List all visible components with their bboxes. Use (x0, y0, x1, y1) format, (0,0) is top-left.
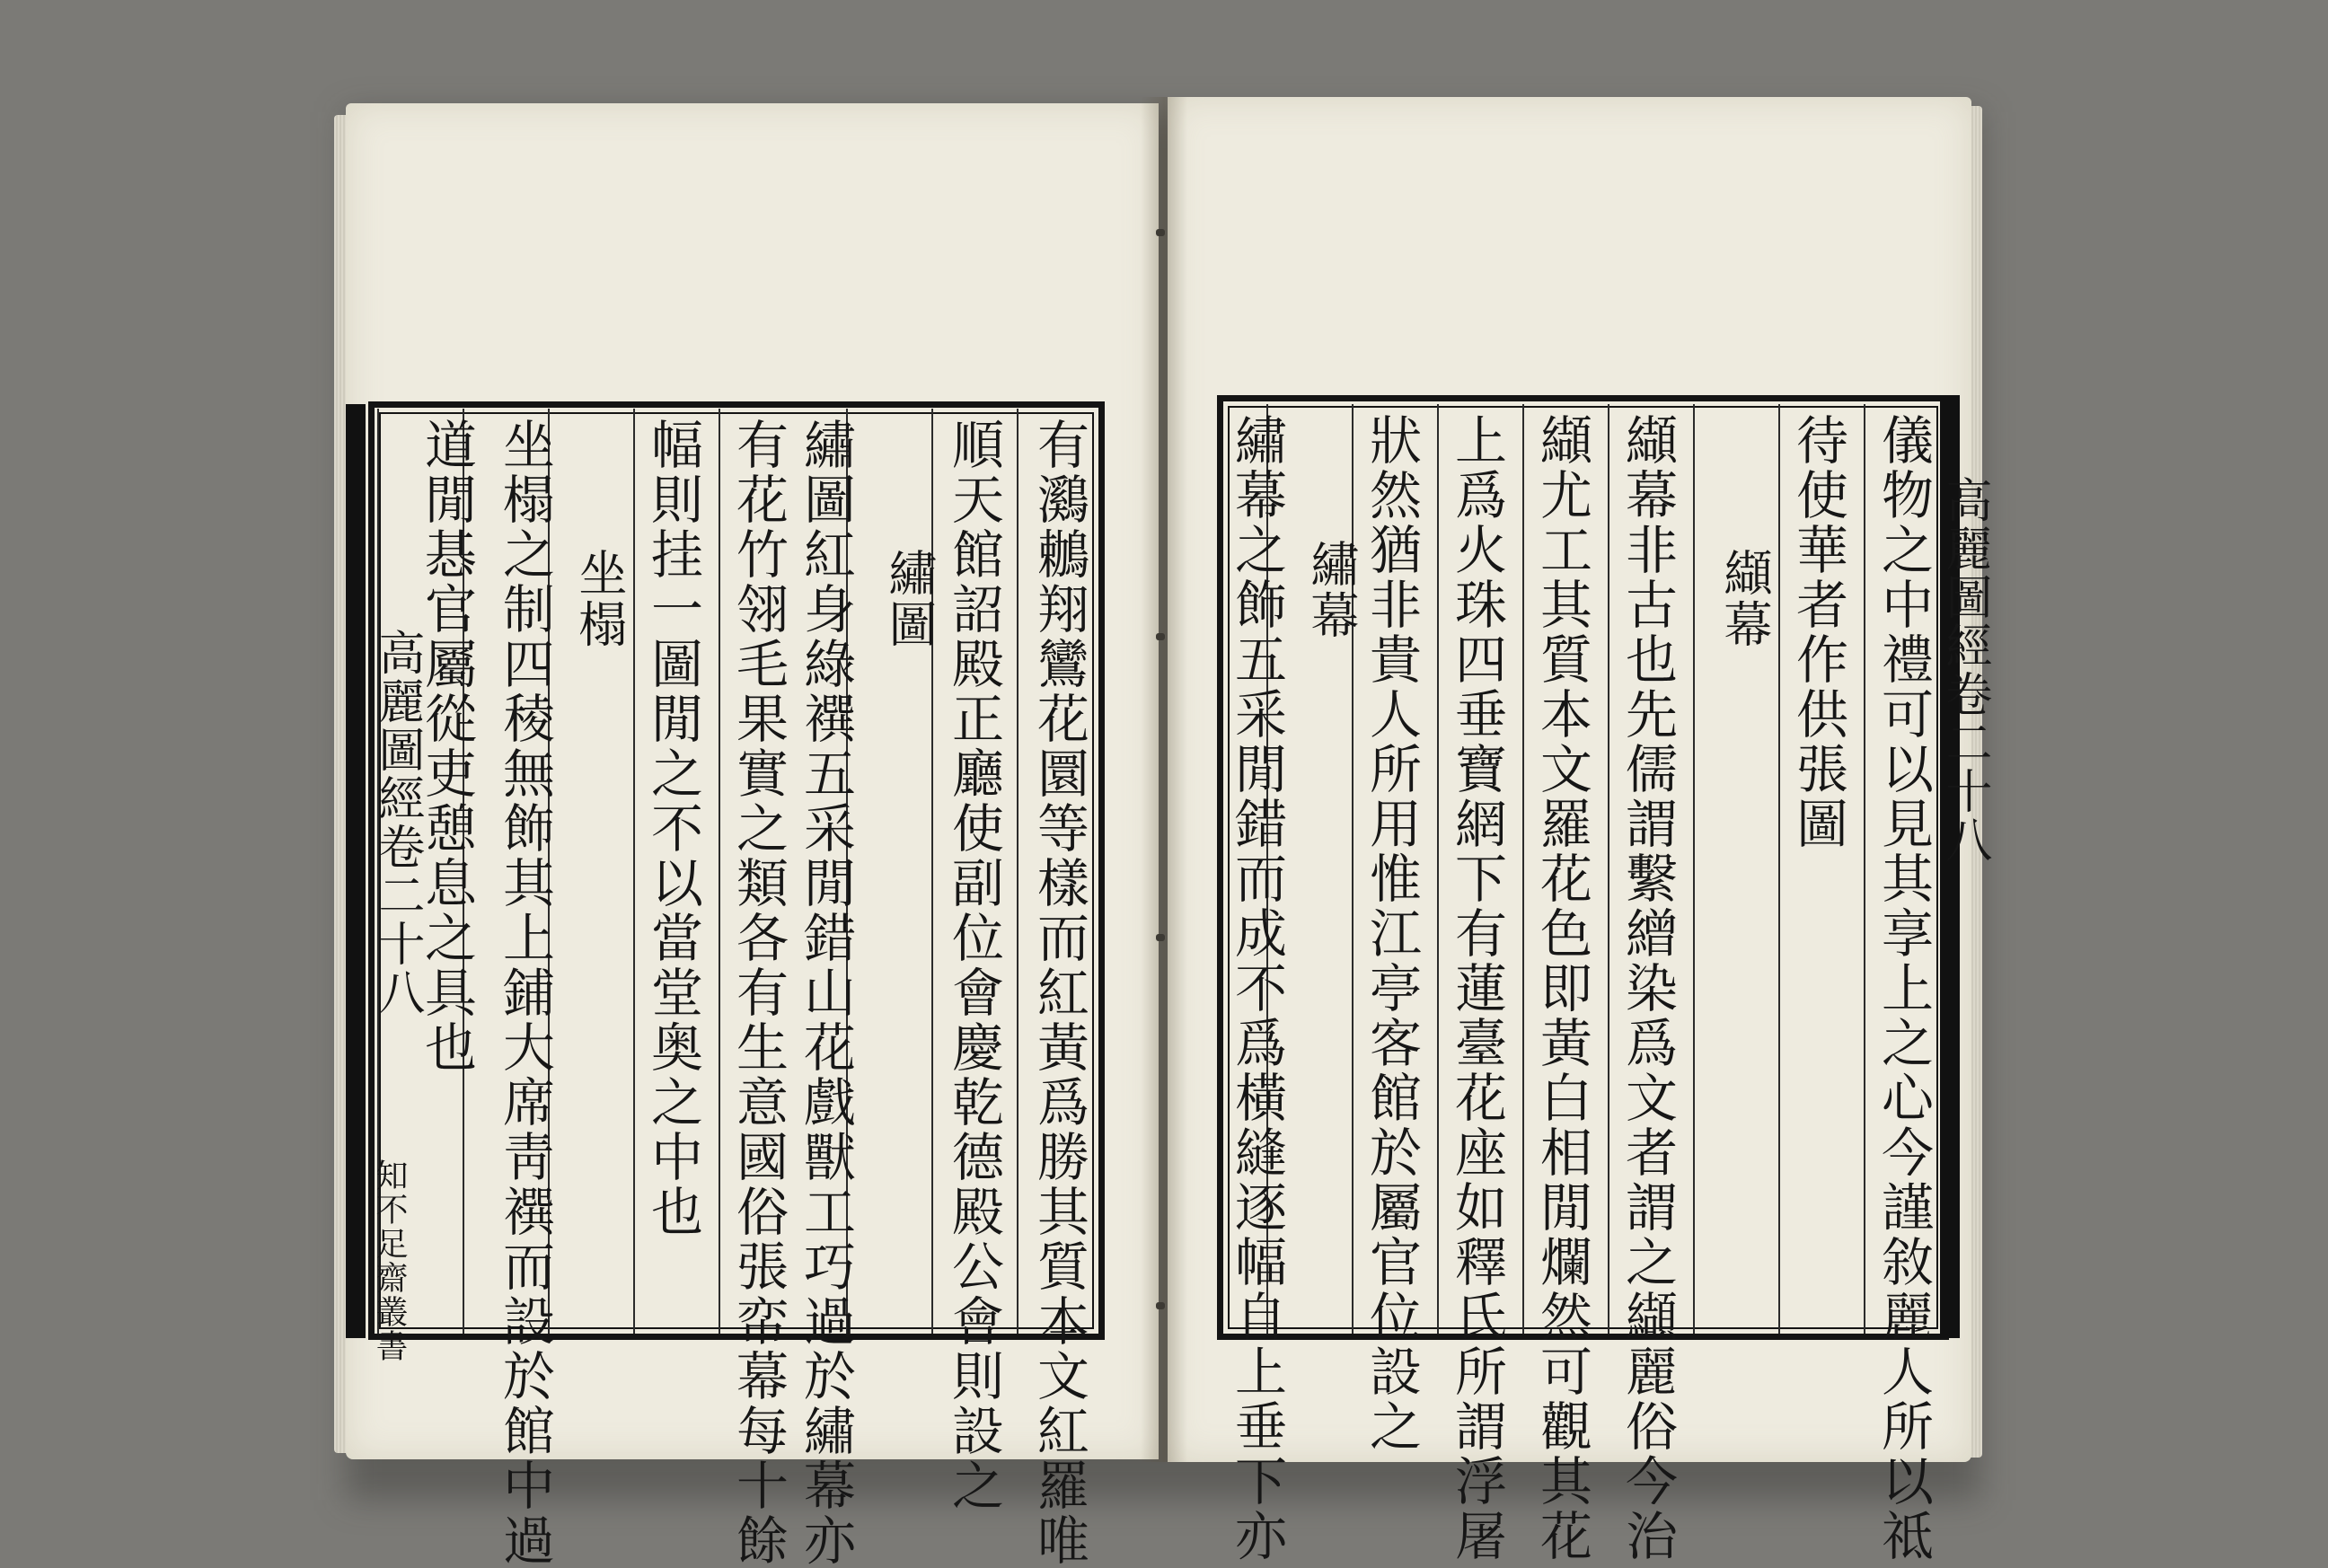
column-rule (1017, 409, 1018, 1334)
book-gutter (1141, 97, 1187, 1462)
binding-stitch (1156, 1302, 1165, 1309)
column-rule (1864, 404, 1865, 1334)
text-column: 上爲火珠四垂寶網下有蓮臺花座如釋氏所謂浮屠 (1446, 413, 1507, 1564)
column-rule (719, 409, 720, 1334)
text-column: 繡幕之飾五采閒錯而成不爲橫縫逐幅自上垂下亦 (1226, 413, 1287, 1564)
text-column: 待使華者作供張圖 (1787, 413, 1848, 851)
section-heading: 繡幕 (1303, 539, 1360, 641)
column-rule (1693, 404, 1695, 1334)
column-rule (1522, 404, 1524, 1334)
margin-title: 高麗圖經卷二十八 (370, 629, 424, 1017)
left-margin-block (346, 404, 366, 1338)
column-rule (1608, 404, 1609, 1334)
section-heading: 坐榻 (571, 548, 628, 650)
column-rule (1437, 404, 1439, 1334)
text-column: 順天館詔殿正廳使副位會慶乾德殿公會則設之 (943, 418, 1004, 1513)
text-column: 幅則挂一圖閒之不以當堂奥之中也 (642, 418, 703, 1239)
section-heading: 纈幕 (1716, 548, 1773, 650)
text-column: 繡圖紅身綠襈五采閒錯山花戲獸工巧過於繡幕亦 (795, 418, 856, 1568)
text-column: 狀然猶非貴人所用惟江亭客館於屬官位設之 (1361, 413, 1422, 1454)
text-column: 有花竹翎毛果實之類各有生意國俗張帟幕每十餘 (728, 418, 789, 1568)
section-heading: 繡圖 (881, 548, 938, 650)
binding-stitch (1156, 229, 1165, 236)
binding-stitch (1156, 633, 1165, 640)
text-column: 纈尤工其質本文羅花色即黃白相閒爛然可觀其花 (1531, 413, 1592, 1564)
column-rule (1778, 404, 1780, 1334)
margin-title: 高麗圖經卷二十八 (1937, 476, 1991, 864)
binding-stitch (1156, 934, 1165, 941)
column-rule (633, 409, 635, 1334)
text-column: 道閒惎官屬從吏憩息之具也 (416, 418, 477, 1075)
text-column: 儀物之中禮可以見其享上之心今謹敘麗人所以祗 (1873, 413, 1934, 1564)
margin-footer: 知不足齋叢書 (371, 1158, 408, 1363)
text-column: 纈幕非古也先儒謂繫繒染爲文者謂之纈麗俗今治 (1617, 413, 1678, 1564)
text-column: 有鸂鶒翔鸞花圜等樣而紅黃爲勝其質本文紅羅唯 (1028, 418, 1089, 1568)
text-column: 坐榻之制四稜無飾其上鋪大席靑襈而設於館中過 (494, 418, 555, 1568)
